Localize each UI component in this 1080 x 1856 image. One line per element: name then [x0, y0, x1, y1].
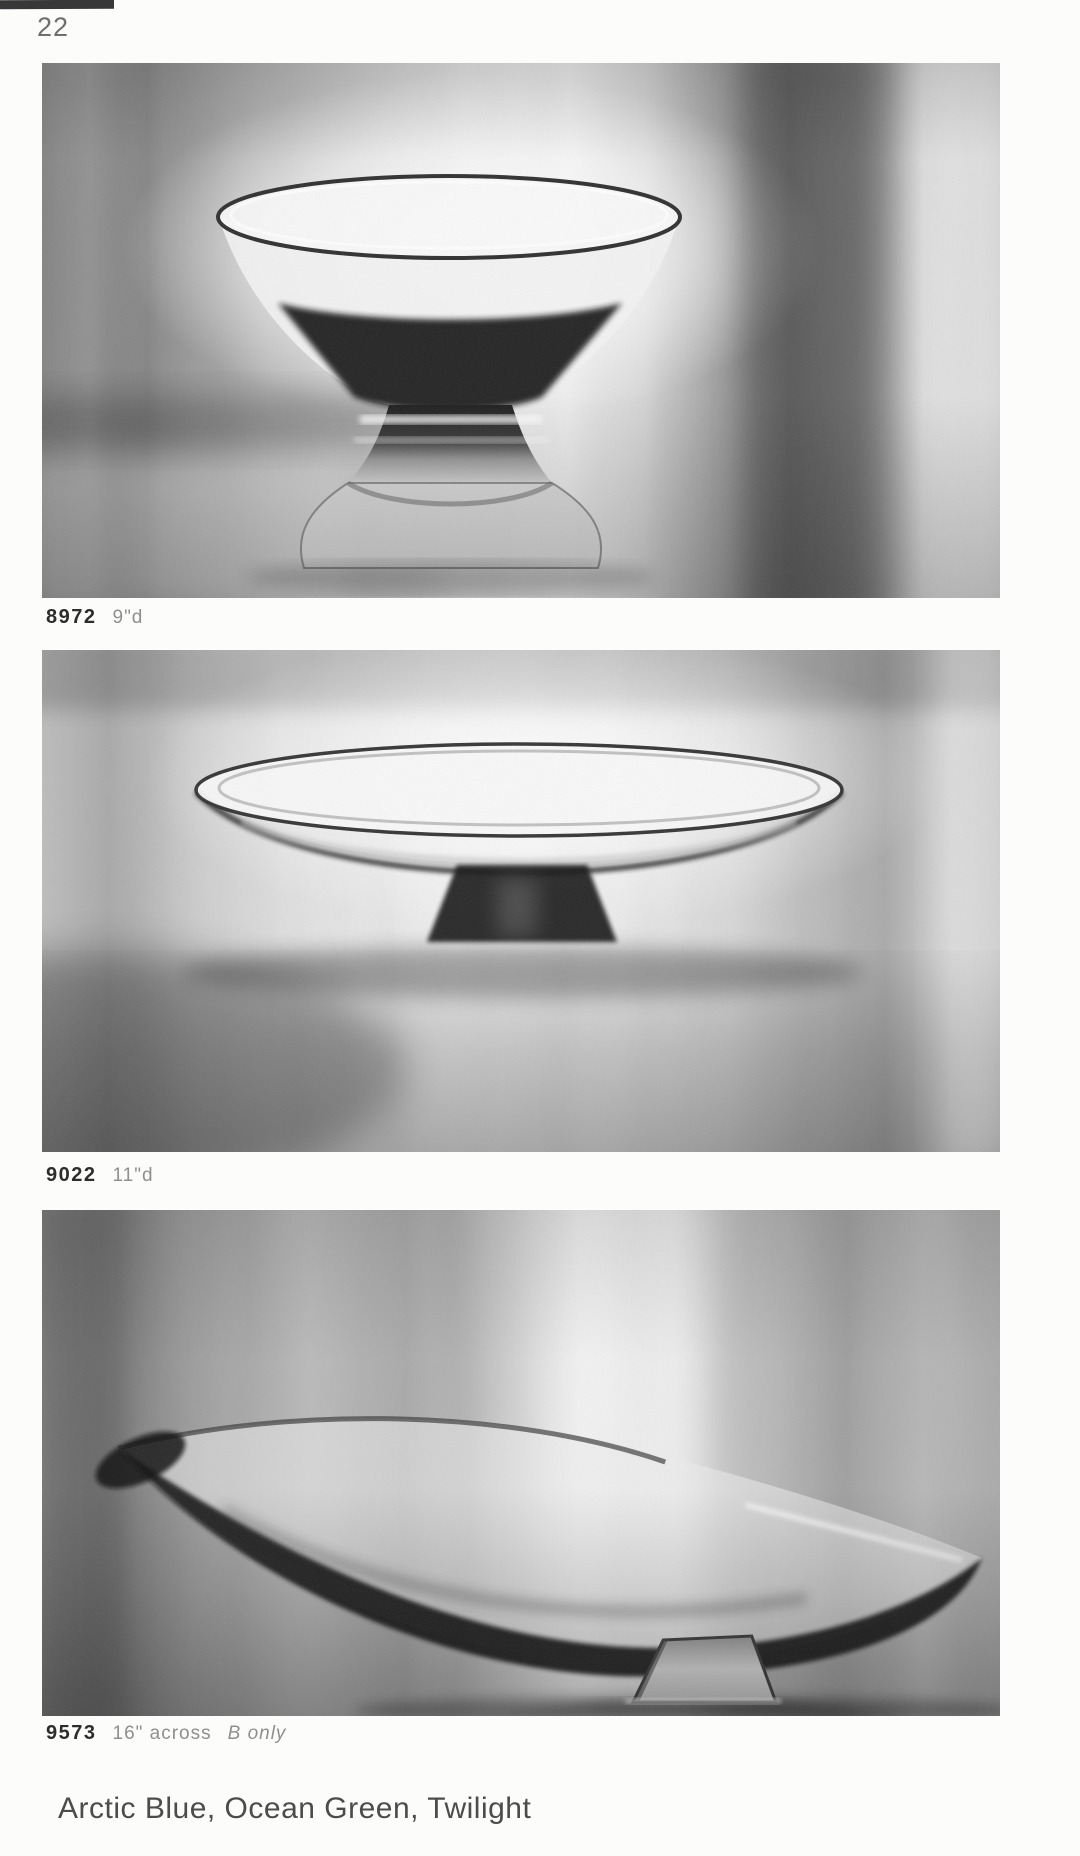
colors-line: Arctic Blue, Ocean Green, Twilight [58, 1792, 532, 1825]
product-caption-9022 [46, 1164, 154, 1187]
shallow-bowl-illustration [42, 650, 1000, 1152]
product-caption-9573 [46, 1722, 286, 1745]
product-model: 9573 [46, 1722, 97, 1744]
product-size: 11"d [112, 1165, 154, 1186]
product-photo-9573 [42, 1210, 1000, 1716]
footed-bowl-illustration [42, 63, 1000, 598]
freeform-bowl-illustration [42, 1210, 1000, 1716]
page-number: 22 [37, 12, 70, 42]
product-size: 9"d [112, 607, 144, 628]
product-photo-8972 [42, 63, 1000, 598]
product-size: 16" across [112, 1723, 212, 1744]
product-caption-8972 [46, 606, 143, 629]
product-model: 8972 [46, 606, 97, 628]
product-note: B only [227, 1723, 287, 1744]
scan-artifact [0, 0, 114, 9]
product-model: 9022 [46, 1164, 97, 1186]
product-photo-9022 [42, 650, 1000, 1152]
